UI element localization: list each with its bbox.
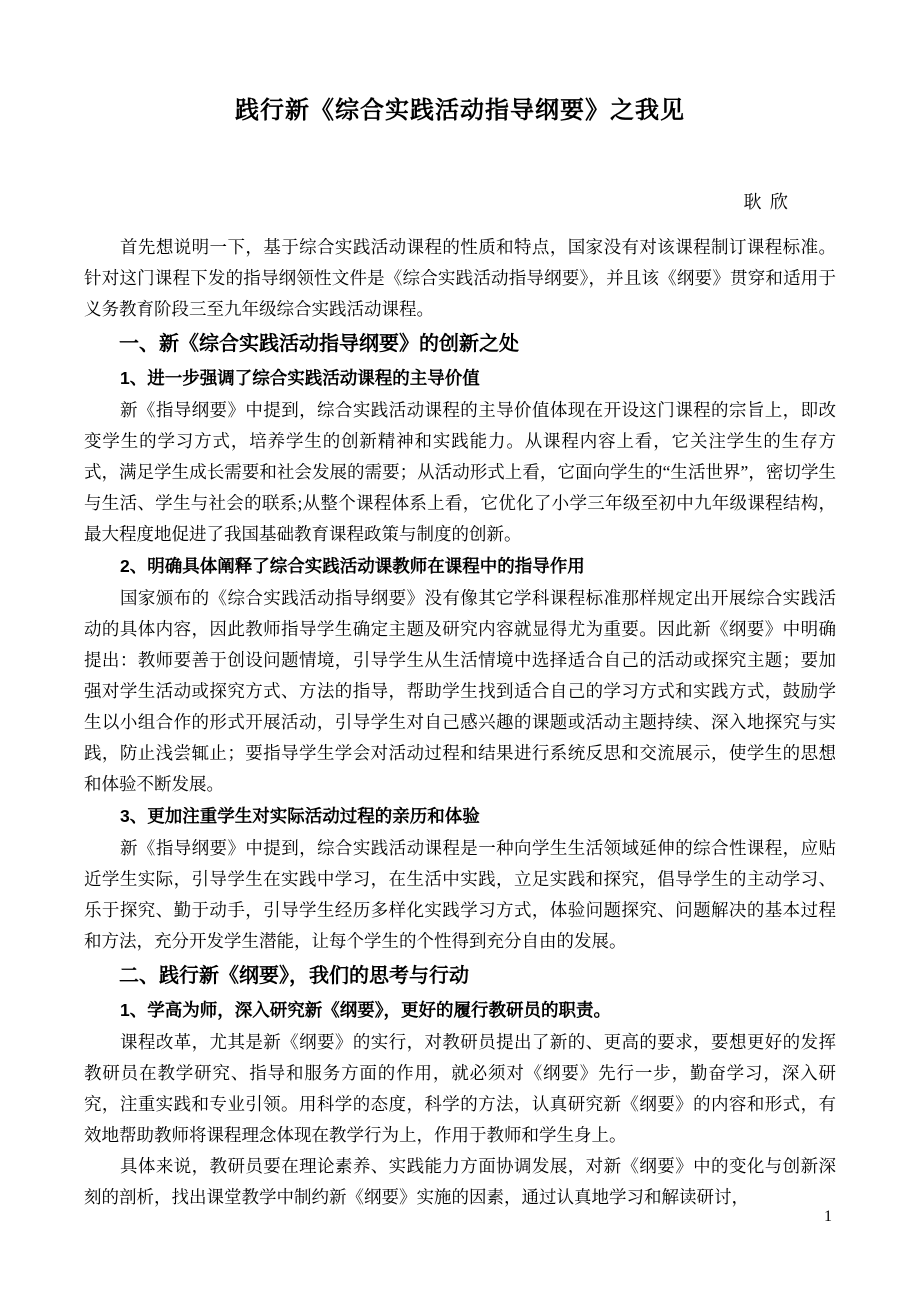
paragraph: 具体来说，教研员要在理论素养、实践能力方面协调发展，对新《纲要》中的变化与创新深刻的剖析，找出课堂教学中制约新《纲要》实施的因素，通过认真地学习和解读研讨，: [84, 1156, 836, 1207]
paragraph: 新《指导纲要》中提到，综合实践活动课程的主导价值体现在开设这门课程的宗旨上，即改变学生的学习方式，培养学生的创新精神和实践能力。从课程内容上看，它关注学生的生存方式，满足学生成长需要和社会发展的需要；从活动形式上看，它面向学生的“生活世界”，密切学生与生活、学生与社会的联系;从整个课程体系上看，它优化了小学三年级至初中九年级课程结构，最大程度地促进了我国基础教育课程政策与制度的创新。: [84, 400, 836, 544]
paragraph: 新《指导纲要》中提到，综合实践活动课程是一种向学生生活领域延伸的综合性课程，应贴近学生实际，引导学生在实践中学习，在生活中实践，立足实践和探究，倡导学生的主动学习、乐于探究、勤于动手，引导学生经历多样化实践学习方式，体验问题探究、问题解决的基本过程和方法，充分开发学生潜能，让每个学生的个性得到充分自由的发展。: [84, 838, 836, 951]
paragraph: 国家颁布的《综合实践活动指导纲要》没有像其它学科课程标准那样规定出开展综合实践活动的具体内容，因此教师指导学生确定主题及研究内容就显得尤为重要。因此新《纲要》中明确提出：教师要善于创设问题情境，引导学生从生活情境中选择适合自己的活动或探究主题；要加强对学生活动或探究方式、方法的指导，帮助学生找到适合自己的学习方式和实践方式，鼓励学生以小组合作的形式开展活动，引导学生对自己感兴趣的课题或活动主题持续、深入地探究与实践，防止浅尝辄止；要指导学生学会对活动过程和结果进行系统反思和交流展示，使学生的思想和体验不断发展。: [84, 588, 836, 794]
document-title: 践行新《综合实践活动指导纲要》之我见: [235, 98, 685, 124]
page-number: 1: [824, 1208, 832, 1225]
section-heading1: 二、践行新《纲要》，我们的思考与行动: [119, 965, 469, 987]
section-heading2: 1、学高为师，深入研究新《纲要》，更好的履行教研员的职责。: [120, 1000, 611, 1020]
document-body: [84, 232, 836, 1213]
paragraph: 首先想说明一下，基于综合实践活动课程的性质和特点，国家没有对该课程制订课程标准。针对这门课程下发的指导纲领性文件是《综合实践活动指导纲要》，并且该《纲要》贯穿和适用于义务教育阶段三至九年级综合实践活动课程。: [84, 237, 836, 319]
section-heading2: 1、进一步强调了综合实践活动课程的主导价值: [120, 368, 480, 388]
section-heading2: 2、明确具体阐释了综合实践活动课教师在课程中的指导作用: [120, 556, 585, 576]
section-heading2: 3、更加注重学生对实际活动过程的亲历和体验: [120, 806, 480, 826]
author-name: 耿 欣: [743, 192, 790, 212]
paragraph: 课程改革，尤其是新《纲要》的实行，对教研员提出了新的、更高的要求，要想更好的发挥教研员在教学研究、指导和服务方面的作用，就必须对《纲要》先行一步，勤奋学习，深入研究，注重实践和专业引领。用科学的态度，科学的方法，认真研究新《纲要》的内容和形式，有效地帮助教师将课程理念体现在教学行为上，作用于教师和学生身上。: [84, 1032, 836, 1145]
section-heading1: 一、新《综合实践活动指导纲要》的创新之处: [119, 333, 519, 355]
